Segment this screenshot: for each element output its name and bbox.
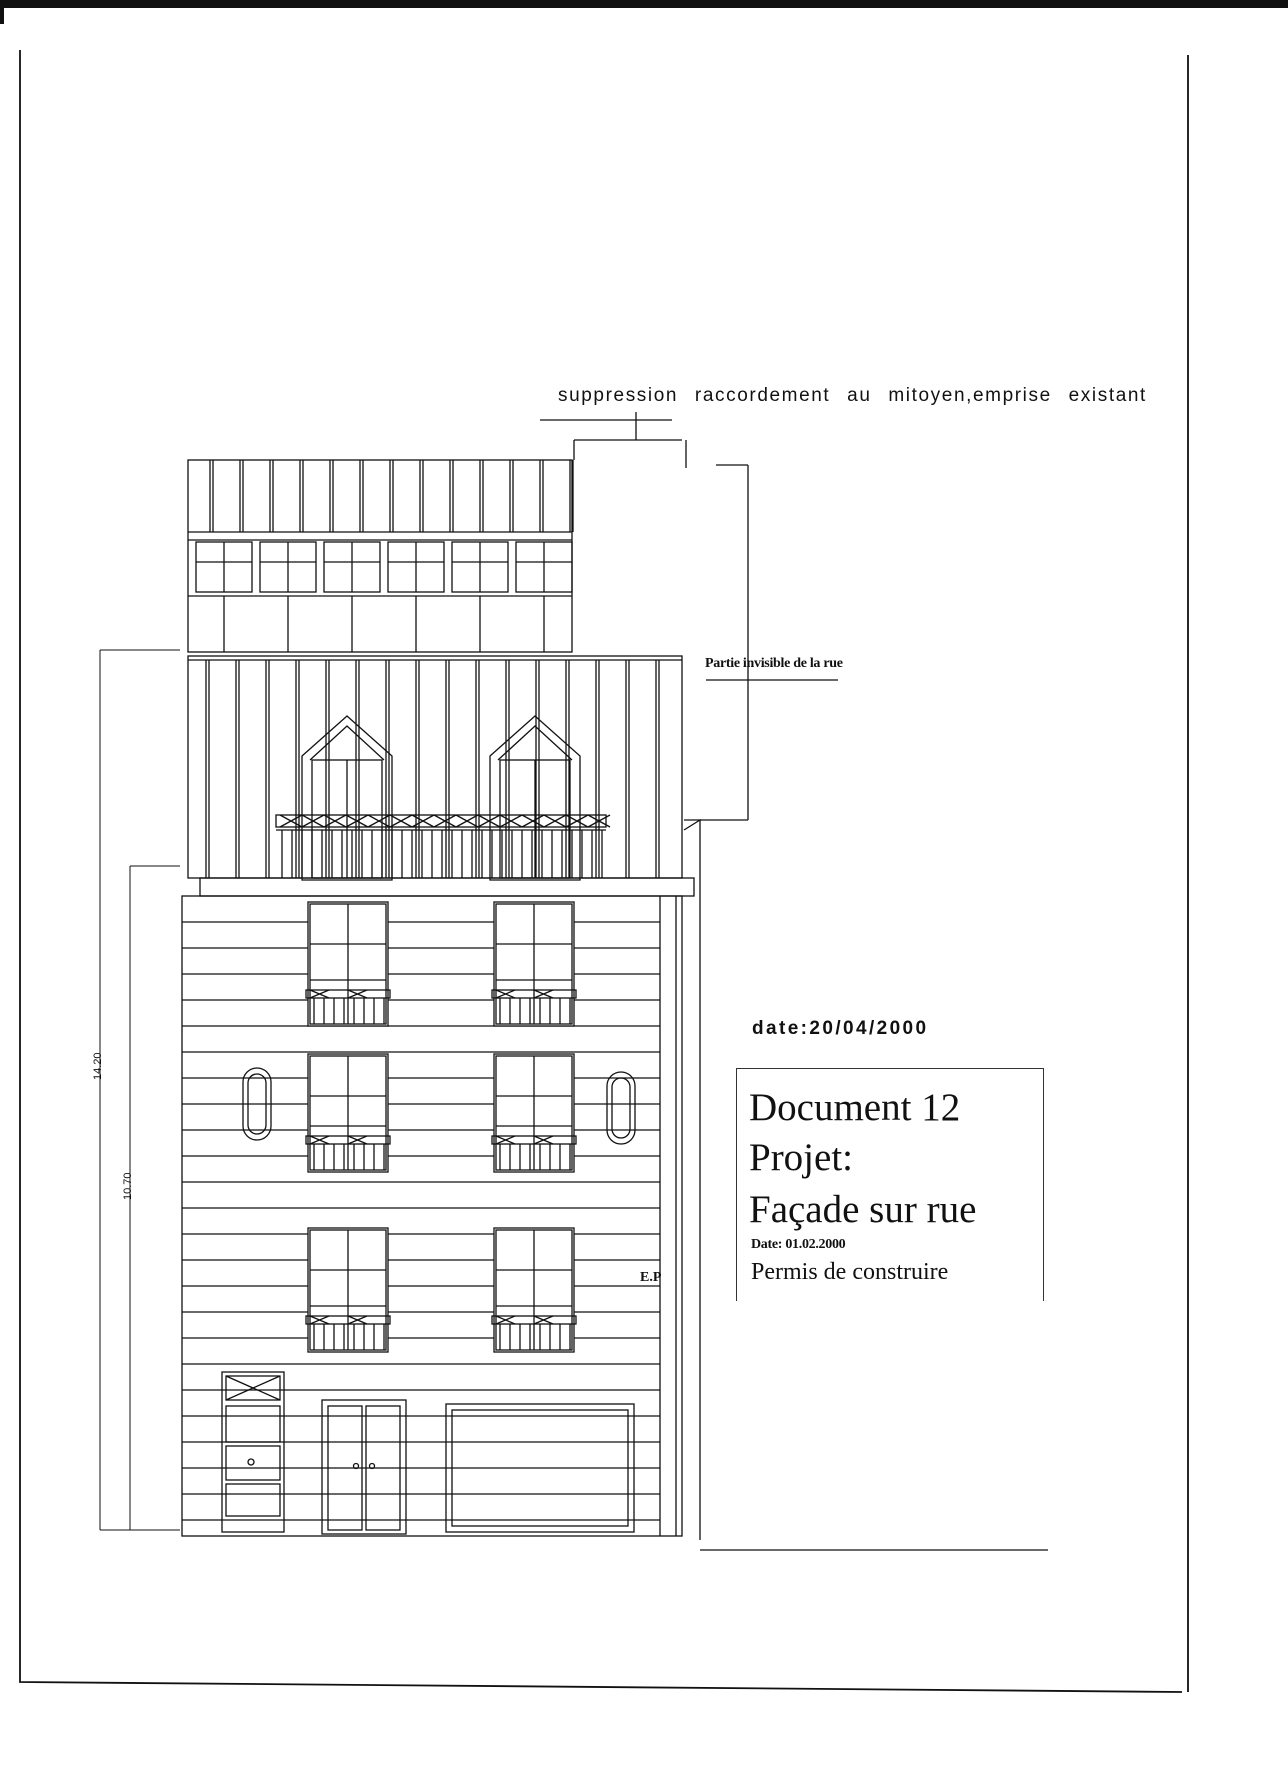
ground-floor bbox=[222, 1372, 634, 1534]
ep-mark: E.P bbox=[640, 1270, 662, 1285]
facade-height-dimension: 10.70 bbox=[122, 1172, 134, 1200]
document-number: Document 12 bbox=[749, 1086, 961, 1129]
sheet-frame bbox=[20, 50, 1188, 1692]
dimension-lines bbox=[100, 650, 180, 1530]
project-date: Date: 01.02.2000 bbox=[751, 1237, 846, 1252]
invisible-part-bracket bbox=[540, 412, 838, 820]
permit-label: Permis de construire bbox=[751, 1259, 949, 1285]
date-stamp: date:20/04/2000 bbox=[752, 1018, 929, 1039]
total-height-dimension: 14.20 bbox=[92, 1052, 104, 1080]
mansard-roof bbox=[188, 656, 694, 896]
title-block bbox=[736, 1068, 1044, 1301]
invisible-part-label: Partie invisible de la rue bbox=[705, 656, 843, 671]
upper-level-block bbox=[188, 460, 573, 652]
project-label: Projet: bbox=[749, 1136, 853, 1179]
facade-title: Façade sur rue bbox=[749, 1188, 977, 1231]
suppression-note: suppression raccordement au mitoyen,emprise existant bbox=[558, 385, 1147, 406]
